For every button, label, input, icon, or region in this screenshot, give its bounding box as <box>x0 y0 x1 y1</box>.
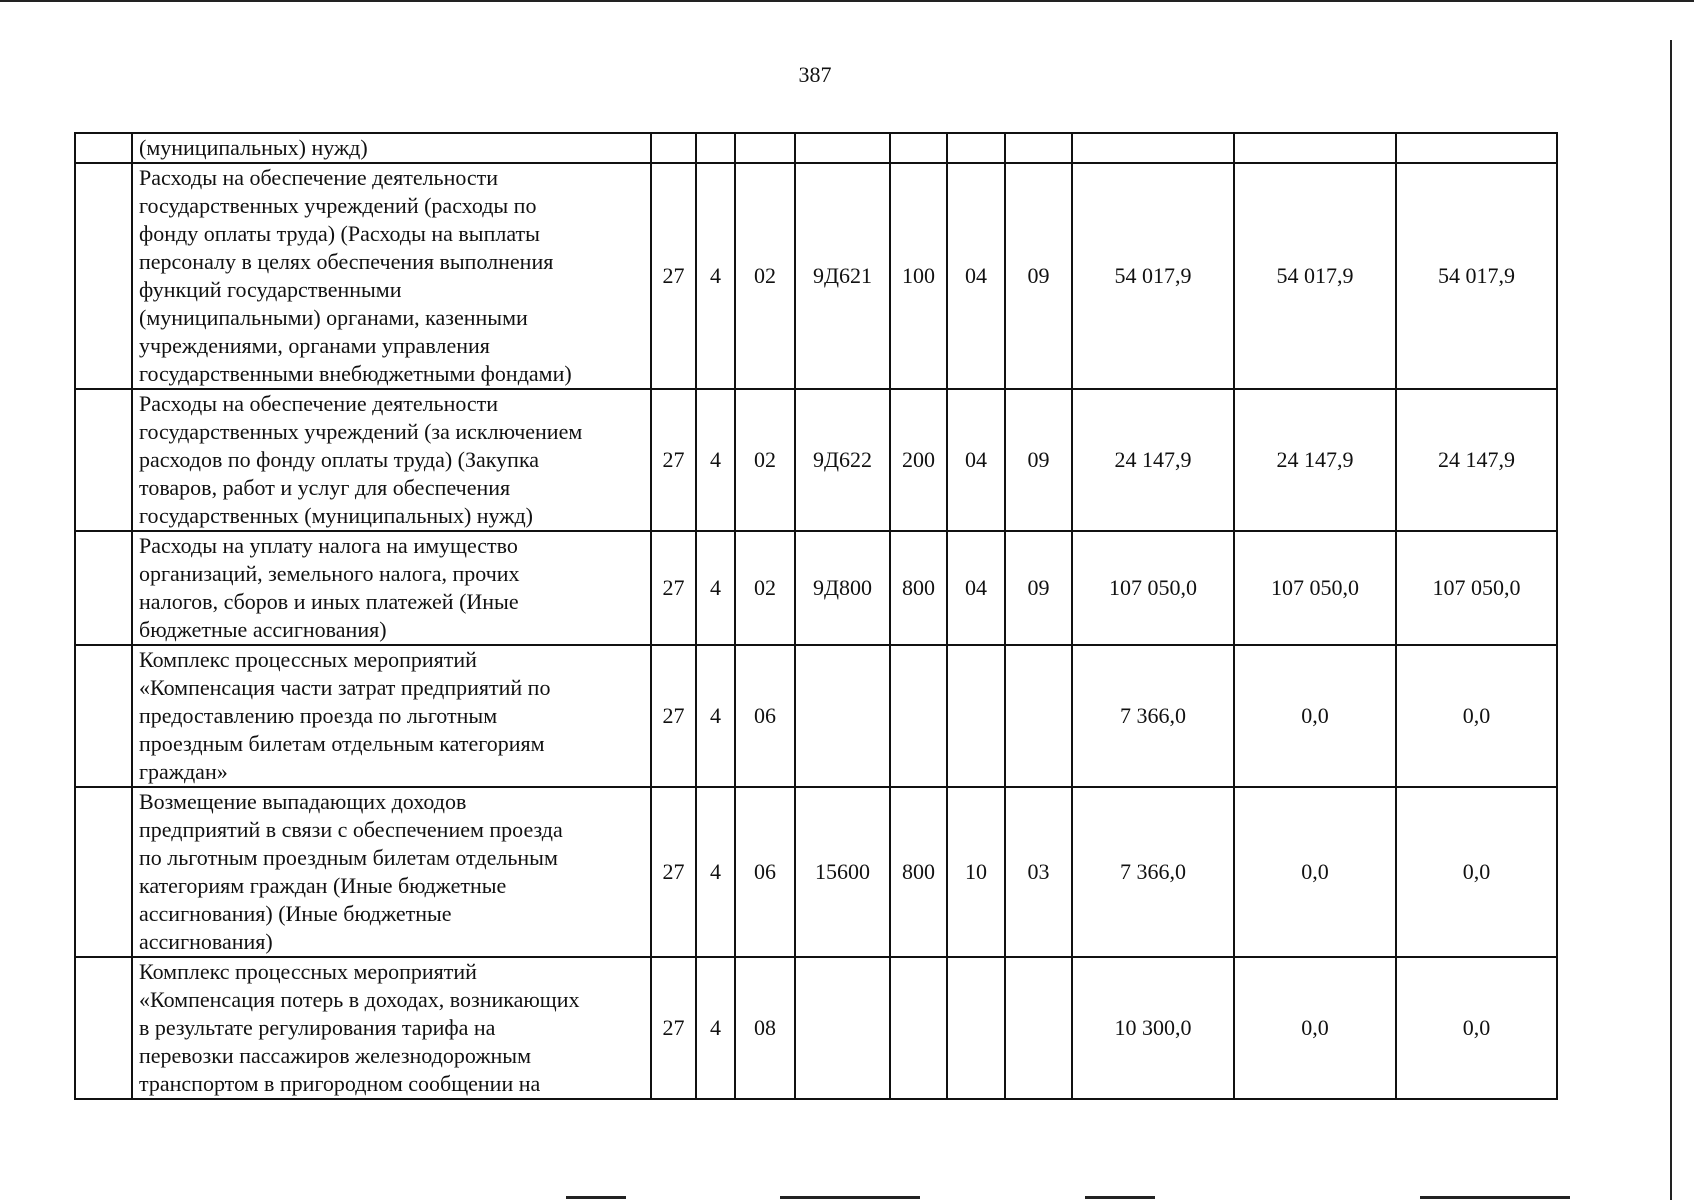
row-number-cell <box>75 787 132 957</box>
scan-edge-bottom-4 <box>1420 1196 1570 1199</box>
program-code-cell: 4 <box>696 957 735 1099</box>
table-row <box>75 957 1557 1099</box>
program-code-cell: 4 <box>696 787 735 957</box>
program-code-cell: 4 <box>696 163 735 389</box>
scan-edge-bottom-3 <box>1085 1196 1155 1199</box>
expense-name-cell: (муниципальных) нужд) <box>132 133 651 163</box>
amount-year1-cell: 107 050,0 <box>1072 531 1234 645</box>
table-row <box>75 787 1557 957</box>
row-number-cell <box>75 163 132 389</box>
row-number-cell <box>75 389 132 531</box>
subprogram-code-cell: 02 <box>735 531 795 645</box>
expense-name-cell: Возмещение выпадающих доходов предприятий в связи с обеспечением проезда по льготным проездным билетам отдельным категориям граждан (Иные бюджетные ассигнования) (Иные бюджетные ассигнования) <box>132 787 651 957</box>
section-code-cell <box>947 957 1005 1099</box>
subsection-code-cell <box>1005 957 1072 1099</box>
program-code-cell: 4 <box>696 389 735 531</box>
section-code-cell <box>947 645 1005 787</box>
expense-name-cell: Комплекс процессных мероприятий «Компенсация части затрат предприятий по предоставлению проезда по льготным проездным билетам отдельным категориям граждан» <box>132 645 651 787</box>
subsection-code-cell: 09 <box>1005 163 1072 389</box>
direction-code-cell: 9Д621 <box>795 163 890 389</box>
subsection-code-cell <box>1005 133 1072 163</box>
subsection-code-cell <box>1005 645 1072 787</box>
direction-code-cell <box>795 133 890 163</box>
scan-edge-right <box>1670 40 1672 1200</box>
amount-year3-cell: 0,0 <box>1396 787 1557 957</box>
scan-edge-bottom-2 <box>780 1196 920 1199</box>
amount-year3-cell: 0,0 <box>1396 957 1557 1099</box>
expense-name-cell: Расходы на уплату налога на имущество организаций, земельного налога, прочих налогов, сборов и иных платежей (Иные бюджетные ассигнования) <box>132 531 651 645</box>
table-row <box>75 133 1557 163</box>
expense-type-cell: 800 <box>890 531 947 645</box>
amount-year1-cell: 10 300,0 <box>1072 957 1234 1099</box>
expense-name-cell: Расходы на обеспечение деятельности государственных учреждений (расходы по фонду оплаты труда) (Расходы на выплаты персоналу в целях обеспечения выполнения функций государственными (муниципальными) органами, казенными учреждениями, органами управления государственными внебюджетными фондами) <box>132 163 651 389</box>
scan-edge-bottom-1 <box>566 1196 626 1199</box>
program-code-cell <box>696 133 735 163</box>
page-number: 387 <box>798 62 832 87</box>
amount-year1-cell: 54 017,9 <box>1072 163 1234 389</box>
scan-edge-top <box>0 0 1694 2</box>
ministry-code-cell <box>651 133 696 163</box>
direction-code-cell: 15600 <box>795 787 890 957</box>
amount-year3-cell: 24 147,9 <box>1396 389 1557 531</box>
amount-year2-cell <box>1234 133 1396 163</box>
ministry-code-cell: 27 <box>651 163 696 389</box>
expense-type-cell: 200 <box>890 389 947 531</box>
subsection-code-cell: 09 <box>1005 389 1072 531</box>
table-row <box>75 645 1557 787</box>
amount-year2-cell: 0,0 <box>1234 787 1396 957</box>
ministry-code-cell: 27 <box>651 787 696 957</box>
row-number-cell <box>75 531 132 645</box>
program-code-cell: 4 <box>696 645 735 787</box>
subsection-code-cell: 03 <box>1005 787 1072 957</box>
expense-type-cell <box>890 957 947 1099</box>
direction-code-cell: 9Д622 <box>795 389 890 531</box>
amount-year2-cell: 107 050,0 <box>1234 531 1396 645</box>
amount-year2-cell: 0,0 <box>1234 645 1396 787</box>
expense-type-cell: 800 <box>890 787 947 957</box>
amount-year1-cell <box>1072 133 1234 163</box>
section-code-cell: 10 <box>947 787 1005 957</box>
row-number-cell <box>75 957 132 1099</box>
amount-year3-cell: 107 050,0 <box>1396 531 1557 645</box>
subprogram-code-cell <box>735 133 795 163</box>
expense-name-cell: Комплекс процессных мероприятий «Компенсация потерь в доходах, возникающих в результате регулирования тарифа на перевозки пассажиров железнодорожным транспортом в пригородном сообщении на <box>132 957 651 1099</box>
amount-year1-cell: 7 366,0 <box>1072 645 1234 787</box>
program-code-cell: 4 <box>696 531 735 645</box>
expense-type-cell <box>890 133 947 163</box>
direction-code-cell: 9Д800 <box>795 531 890 645</box>
amount-year2-cell: 54 017,9 <box>1234 163 1396 389</box>
ministry-code-cell: 27 <box>651 389 696 531</box>
row-number-cell <box>75 133 132 163</box>
direction-code-cell <box>795 957 890 1099</box>
budget-table <box>74 132 1558 1100</box>
subprogram-code-cell: 06 <box>735 787 795 957</box>
expense-type-cell <box>890 645 947 787</box>
amount-year3-cell: 54 017,9 <box>1396 163 1557 389</box>
amount-year1-cell: 24 147,9 <box>1072 389 1234 531</box>
ministry-code-cell: 27 <box>651 645 696 787</box>
subprogram-code-cell: 06 <box>735 645 795 787</box>
amount-year3-cell <box>1396 133 1557 163</box>
section-code-cell: 04 <box>947 389 1005 531</box>
section-code-cell: 04 <box>947 531 1005 645</box>
table-row <box>75 389 1557 531</box>
subprogram-code-cell: 02 <box>735 389 795 531</box>
direction-code-cell <box>795 645 890 787</box>
expense-type-cell: 100 <box>890 163 947 389</box>
subprogram-code-cell: 08 <box>735 957 795 1099</box>
subprogram-code-cell: 02 <box>735 163 795 389</box>
amount-year2-cell: 24 147,9 <box>1234 389 1396 531</box>
table-row <box>75 163 1557 389</box>
row-number-cell <box>75 645 132 787</box>
amount-year2-cell: 0,0 <box>1234 957 1396 1099</box>
section-code-cell <box>947 133 1005 163</box>
amount-year1-cell: 7 366,0 <box>1072 787 1234 957</box>
subsection-code-cell: 09 <box>1005 531 1072 645</box>
ministry-code-cell: 27 <box>651 531 696 645</box>
table-row <box>75 531 1557 645</box>
section-code-cell: 04 <box>947 163 1005 389</box>
amount-year3-cell: 0,0 <box>1396 645 1557 787</box>
expense-name-cell: Расходы на обеспечение деятельности государственных учреждений (за исключением расходов по фонду оплаты труда) (Закупка товаров, работ и услуг для обеспечения государственных (муниципальных) нужд) <box>132 389 651 531</box>
ministry-code-cell: 27 <box>651 957 696 1099</box>
